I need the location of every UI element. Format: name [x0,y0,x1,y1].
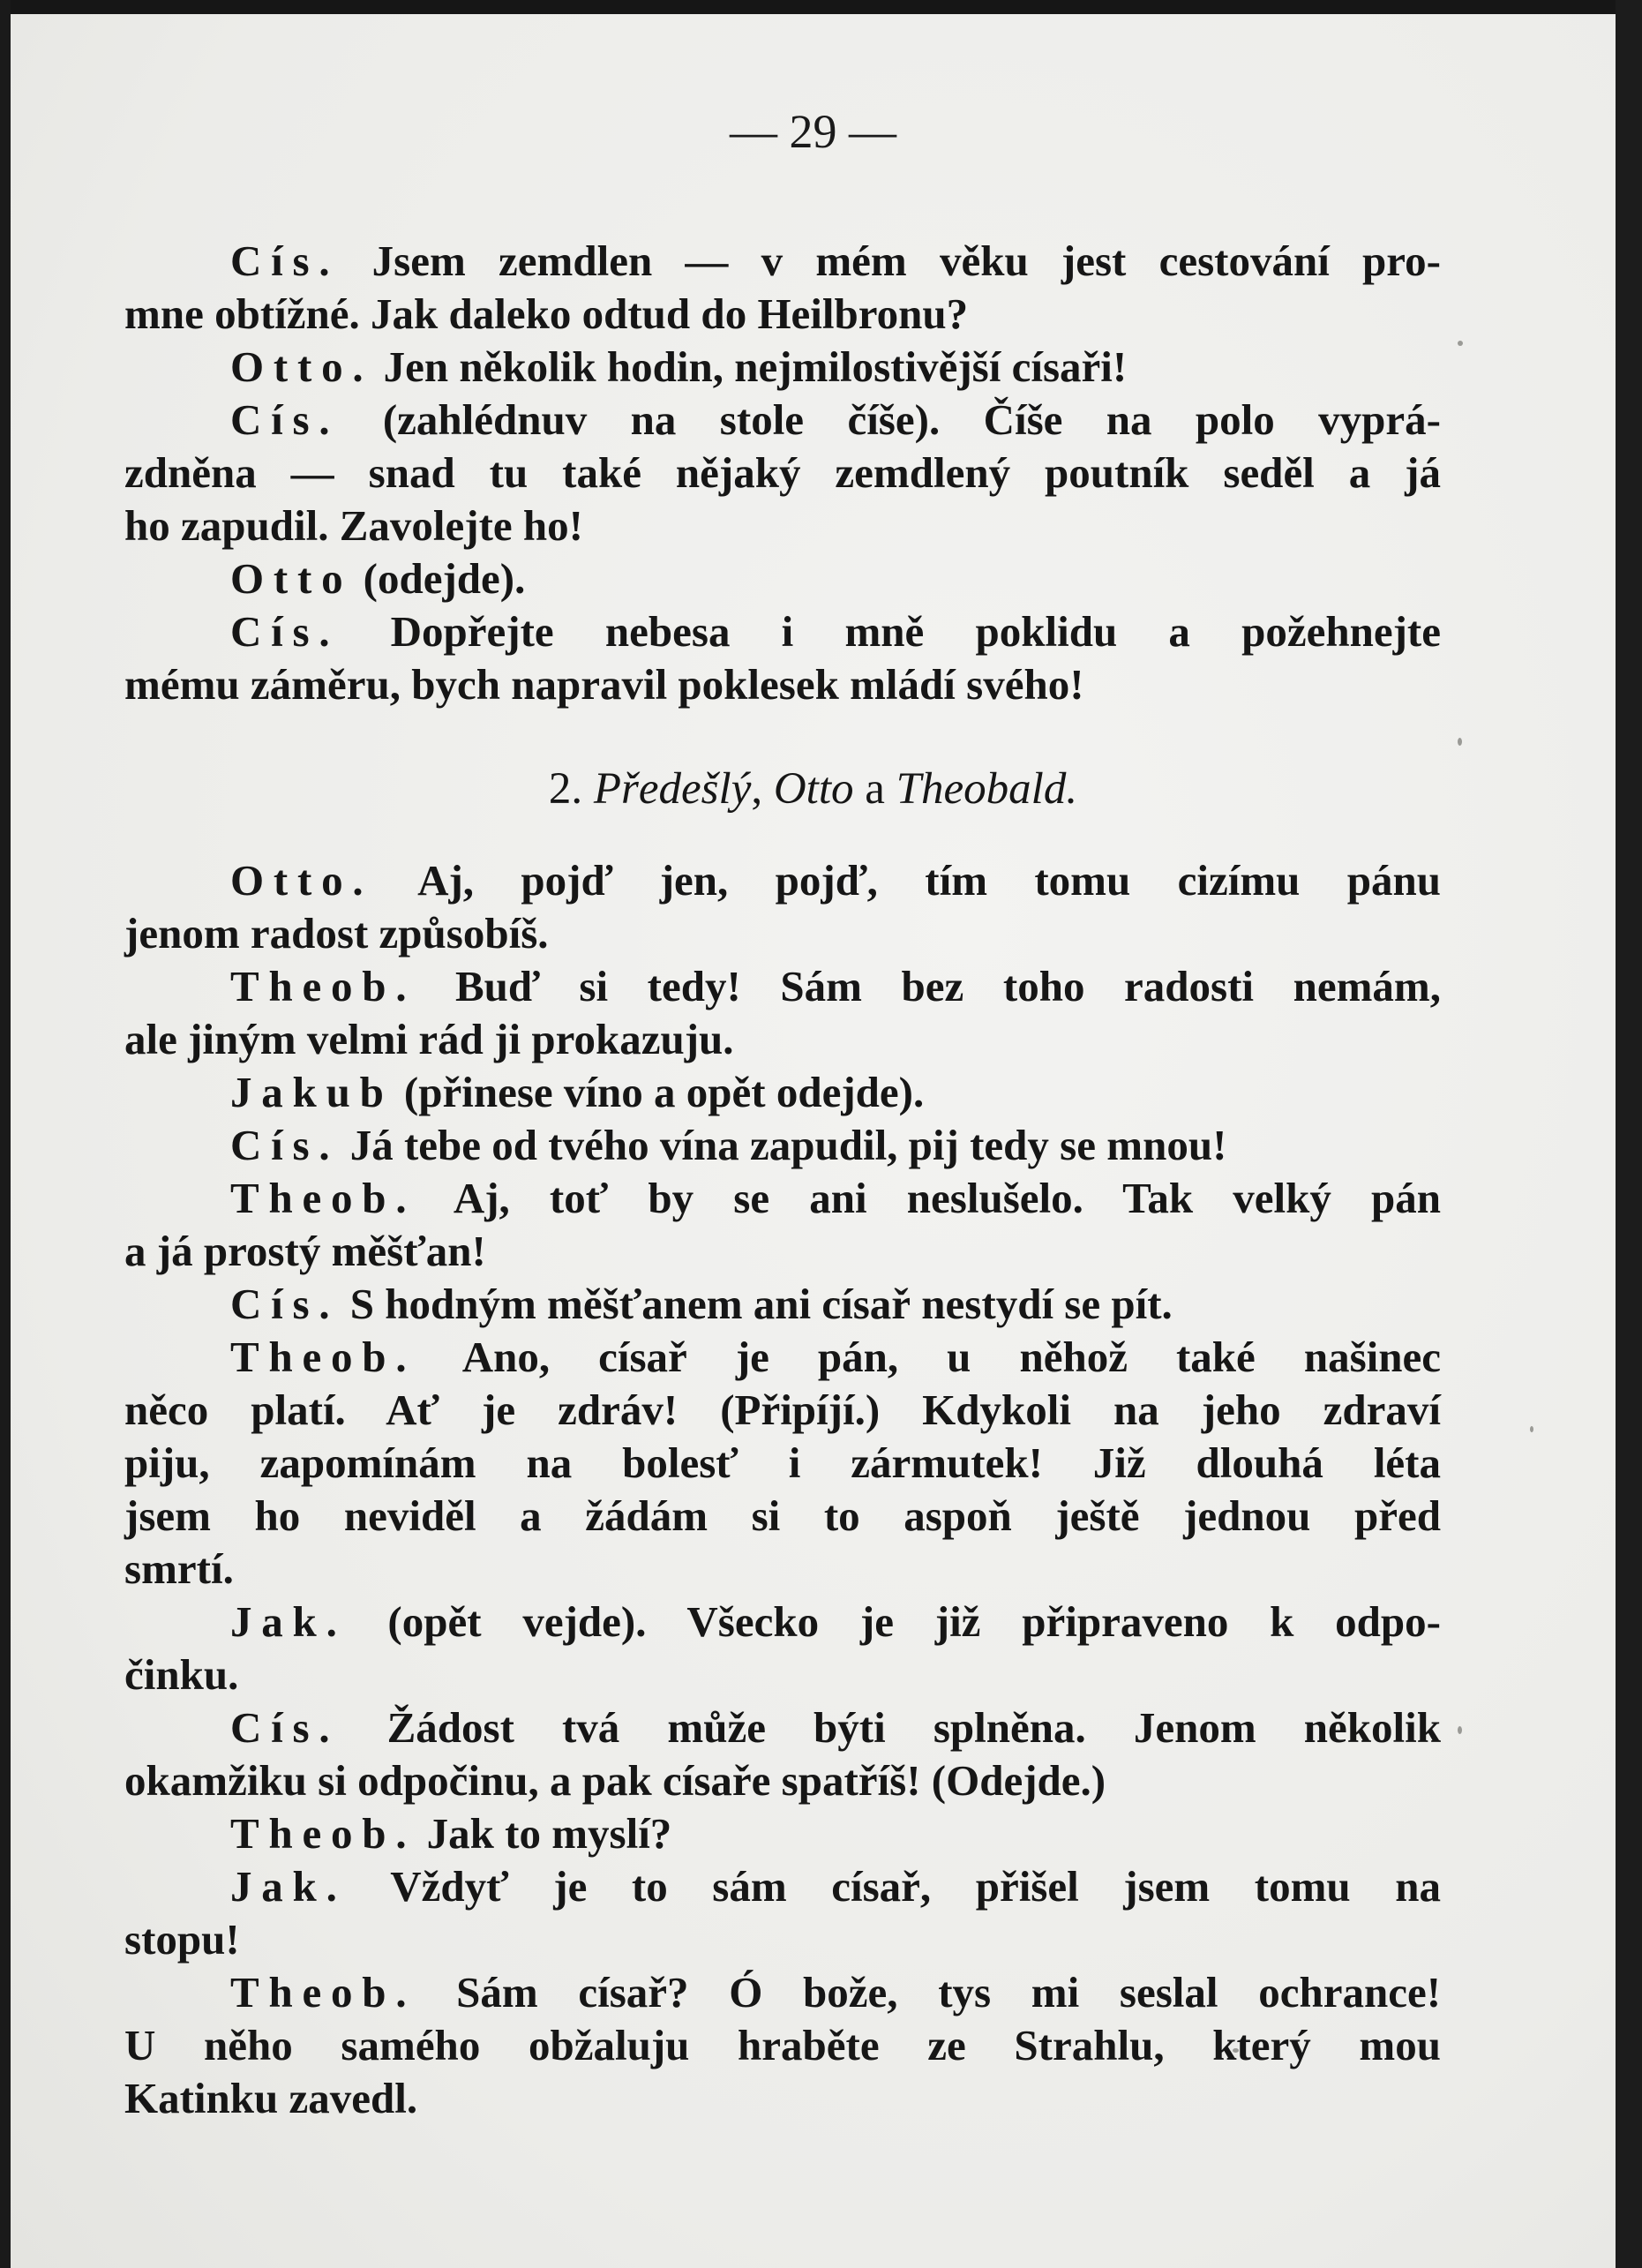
line-text: Já tebe od tvého vína zapudil, pij tedy se mnou! [349,1121,1227,1169]
scan-top-border [0,0,1642,14]
text-line [124,1437,1441,1490]
line-text: Ano, císař je pán, u něhož také našinec [461,1333,1442,1381]
text-line [124,1648,1441,1701]
speaker-name: Jakub [230,1068,394,1116]
scene-number: 2. [548,764,583,814]
text-line [230,552,1441,605]
text-line [230,605,1441,658]
text-line [230,1966,1441,2019]
speaker-name: Otto. [230,856,373,905]
line-text: mne obtížné. Jak daleko odtud do Heilbronu? [124,289,969,338]
text-line [124,1754,1441,1807]
scan-left-border [0,0,11,2268]
text-line [124,288,1441,341]
text-line [230,1331,1441,1384]
page-number: — 29 — [730,105,896,158]
line-text: Žádost tvá může býti splněna. Jenom několik [386,1703,1442,1752]
text-line [230,341,1441,394]
text-line [124,1543,1441,1596]
speaker-name: Cís. [230,607,340,656]
line-text: a já prostý měšťan! [124,1227,486,1275]
text-line [230,1807,1441,1860]
text-line [124,1013,1441,1066]
text-line [124,2072,1441,2125]
text-line [230,394,1441,447]
text-line [230,1596,1441,1648]
line-text: Jsem zemdlen — v mém věku jest cestování pro- [371,237,1441,285]
speaker-name: Theob. [230,962,416,1010]
line-text: Buď si tedy! Sám bez toho radosti nemám, [454,962,1442,1010]
book-page [11,14,1616,2268]
speaker-name: Theob. [230,1174,416,1222]
line-text: Jak to myslí? [426,1809,672,1858]
line-text: stopu! [124,1915,240,1964]
line-text: U něho samého obžaluju hraběte ze Strahlu, který mou [124,2021,1441,2069]
line-text: Katinku zavedl. [124,2074,418,2122]
text-line [124,2019,1441,2072]
line-text: něco platí. Ať je zdráv! (Připíjí.) Kdykoli na jeho zdraví [124,1386,1441,1434]
paper-speck [1458,1726,1462,1734]
scene-heading-part: a [865,764,885,814]
scene-heading-part: Otto [773,764,854,814]
text-line [124,1225,1441,1278]
text-line [230,1066,1441,1119]
text-line [230,960,1441,1013]
paper-speck [1458,738,1462,746]
speaker-name: Otto [230,554,353,603]
line-text: (opět vejde). Všecko je již připraveno k odpo- [387,1597,1441,1646]
speaker-name: Cís. [230,1703,340,1752]
line-text: jenom radost způsobíš. [124,909,549,958]
line-text: okamžiku si odpočinu, a pak císaře spatříš! (Odejde.) [124,1756,1106,1805]
text-line [124,658,1441,711]
speaker-name: Cís. [230,1121,340,1169]
line-text: (přinese víno a opět odejde). [403,1068,925,1116]
scan-right-border [1616,0,1642,2268]
scene-heading-part: Předešlý [593,764,752,814]
text-line [230,1860,1441,1913]
text-line [230,1119,1441,1172]
line-text: ho zapudil. Zavolejte ho! [124,501,583,550]
text-line [124,1913,1441,1966]
paper-speck [1530,1426,1533,1432]
speaker-name: Jak. [230,1862,347,1911]
speaker-name: Jak. [230,1597,347,1646]
line-text: Jen několik hodin, nejmilostivější císaři! [383,342,1128,391]
text-line [124,1384,1441,1437]
line-text: Aj, toť by se ani neslušelo. Tak velký pán [453,1174,1441,1222]
text-line [124,1490,1441,1543]
speaker-name: Cís. [230,1280,340,1328]
line-text: činku. [124,1650,239,1699]
line-text: zdněna — snad tu také nějaký zemdlený poutník seděl a já [124,448,1441,497]
line-text: (zahlédnuv na stole číše). Číše na polo vyprá- [382,395,1441,444]
line-text: Aj, pojď jen, pojď, tím tomu cizímu pánu [417,856,1442,905]
line-text: S hodným měšťanem ani císař nestydí se pít. [349,1280,1173,1328]
line-text: Dopřejte nebesa i mně poklidu a požehnejte [390,607,1441,656]
text-line [124,907,1441,960]
line-text: piju, zapomínám na bolesť i zármutek! Již dlouhá léta [124,1438,1441,1487]
speaker-name: Cís. [230,237,340,285]
text-line [124,499,1441,552]
speaker-name: Theob. [230,1809,416,1858]
speaker-name: Theob. [230,1333,416,1381]
paper-speck [1458,341,1463,346]
scene-heading: 2. Předešlý, Otto a Theobald. [548,764,1078,814]
text-line [230,1278,1441,1331]
line-text: Sám císař? Ó bože, tys mi seslal ochrance! [456,1968,1442,2016]
text-line [124,447,1441,499]
text-line [230,1172,1441,1225]
speaker-name: Cís. [230,395,340,444]
line-text: jsem ho neviděl a žádám si to aspoň ještě jednou před [124,1491,1441,1540]
line-text: smrtí. [124,1544,234,1593]
text-line [230,1701,1441,1754]
speaker-name: Theob. [230,1968,416,2016]
scene-heading-part: Theobald. [896,764,1078,814]
text-line [230,854,1441,907]
line-text: (odejde). [363,554,526,603]
line-text: Vždyť je to sám císař, přišel jsem tomu na [390,1862,1441,1911]
speaker-name: Otto. [230,342,373,391]
line-text: mému záměru, bych napravil poklesek mládí svého! [124,660,1084,709]
text-line [230,235,1441,288]
line-text: ale jiným velmi rád ji prokazuju. [124,1015,734,1063]
